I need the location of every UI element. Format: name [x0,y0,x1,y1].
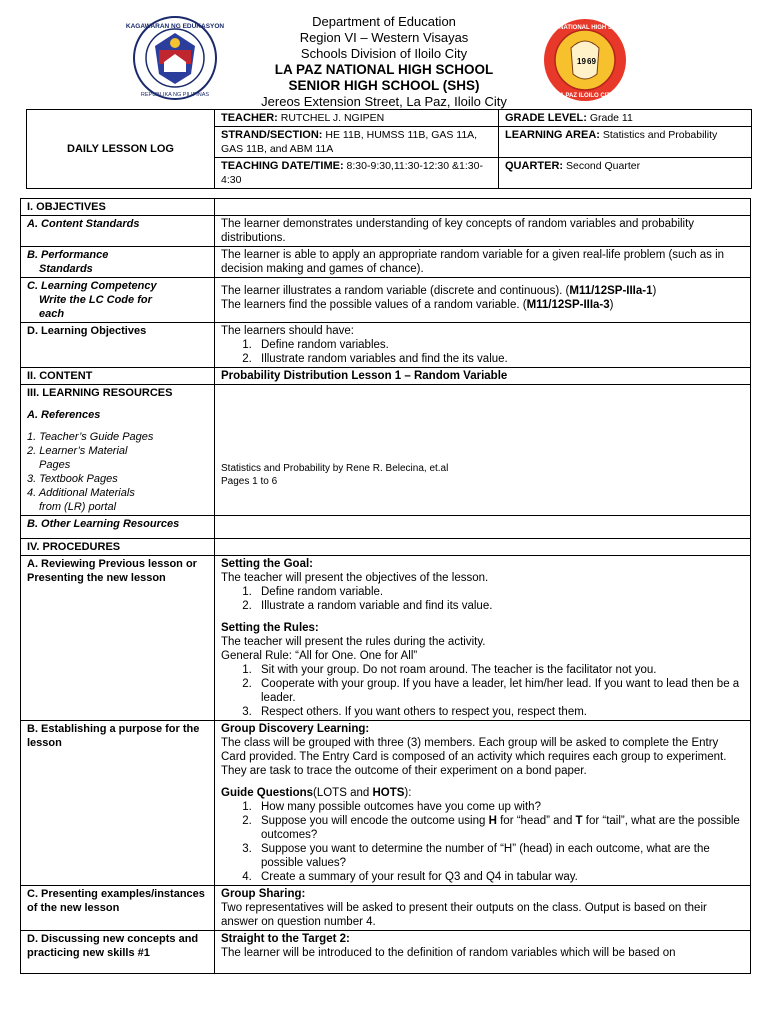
school-name: LA PAZ NATIONAL HIGH SCHOOL [274,62,494,77]
date-label: TEACHING DATE/TIME: [221,160,344,172]
learning-competency-text: The learner illustrates a random variable (discrete and continuous). (M11/12SP-IIIa-1) The learners find the possible values of a random variable. (M11/12SP-IIIa-3) [215,278,751,323]
division: Schools Division of Iloilo City [300,46,468,61]
teacher-value: RUTCHEL J. NGIPEN [280,112,385,124]
content-standards-label: A. Content Standards [21,216,215,247]
lc-code-2: M11/12SP-IIIa-3 [526,299,610,311]
content-heading: II. CONTENT [21,368,215,385]
performance-standards-label: B. Performance Standards [21,247,215,278]
teacher-label: TEACHER: [221,112,278,124]
area-value: Statistics and Probability [602,129,718,141]
svg-text:LA PAZ ILOILO CITY: LA PAZ ILOILO CITY [556,93,614,99]
date-value: 8:30-9:30,11:30-12:30 &1:30- 4:30 [221,160,483,186]
svg-text:REPUBLIKA NG PILIPINAS: REPUBLIKA NG PILIPINAS [140,92,210,98]
seal-year-right: 69 [587,57,596,66]
other-resources-label: B. Other Learning Resources [21,516,215,539]
review-lesson-text: Setting the Goal: The teacher will present the objectives of the lesson. 1. Define random variable. 2. Illustrate a random variable and find its value. Setting the Rules: The teacher will present the rules during the activity. General Rule: “All for One. One for All” 1. Sit with your group. Do not roam around. The teacher is the facilitator not you. 2. Cooperate with your group. If you have a leader, let him/her lead. If you want to lead then be a leader. 3. Respect others. If you want others to respect you, respect them. [215,556,751,721]
department: Department of Education [312,14,456,29]
shs-name: SENIOR HIGH SCHOOL (SHS) [288,78,480,93]
presenting-examples-text: Group Sharing: Two representatives will be asked to present their outputs on the class. Output is based on their answer on question number 4. [215,886,751,931]
list-item: 2. Cooperate with your group. If you have a leader, let him/her lead. If you want to lead then be a leader. [255,677,744,705]
purpose-text: Group Discovery Learning: The class will be grouped with three (3) members. Each group will be asked to complete the Entry Card provided. The Entry Card is composed of an activity which requires each group to experiment. They are task to trace the outcome of their experiment on a bond paper. Guide Questions(LOTS and HOTS): 1. How many possible outcomes have you come up with? 2. Suppose you will encode the outcome using H for “head” and T for “tail”, what are the possible outcomes? 3. Suppose you want to determine the number of “H” (head) in each outcome, what are the possible values? 4. Create a summary of your result for Q3 and Q4 in tabular way. [215,721,751,886]
svg-text:KAGAWARAN NG EDUKASYON: KAGAWARAN NG EDUKASYON [125,23,225,30]
document-header [0,14,768,110]
list-item: 4. Create a summary of your result for Q3 and Q4 in tabular way. [255,870,744,884]
region: Region VI – Western Visayas [299,30,469,45]
list-item: 2. Suppose you will encode the outcome using H for “head” and T for “tail”, what are the possible outcomes? [255,814,744,842]
strand-label: STRAND/SECTION: [221,129,323,141]
performance-standards-text: The learner is able to apply an appropriate random variable for a given real-life problem (such as in decision making and games of chance). [215,247,751,278]
procedures-heading: IV. PROCEDURES [21,539,215,556]
school-address: Jereos Extension Street, La Paz, Iloilo City [261,94,507,109]
review-lesson-label: A. Reviewing Previous lesson or Presenting the new lesson [21,556,215,721]
list-item: 3. Suppose you want to determine the number of “H” (head) in each outcome, what are the possible values? [255,842,744,870]
content-text: Probability Distribution Lesson 1 – Random Variable [215,368,751,385]
quarter-label: QUARTER: [505,160,564,172]
purpose-label: B. Establishing a purpose for the lesson [21,721,215,886]
discussing-concepts-label: D. Discussing new concepts and practicing new skills #1 [21,931,215,974]
list-item: 2. Illustrate random variables and find the its value. [255,352,744,366]
svg-text:LA PAZ NATIONAL HIGH SCHOOL: LA PAZ NATIONAL HIGH SCHOOL [536,25,634,31]
list-item: 2. Illustrate a random variable and find its value. [255,599,744,613]
discussing-concepts-text: Straight to the Target 2: The learner will be introduced to the definition of random variables which will be based on [215,931,751,974]
presenting-examples-label: C. Presenting examples/instances of the new lesson [21,886,215,931]
content-standards-text: The learner demonstrates understanding of key concepts of random variables and probability distributions. [215,216,751,247]
lesson-log-table [20,198,751,974]
list-item: 1. Define random variable. [255,585,744,599]
strand-value: HE 11B, HUMSS 11B, GAS 11A, GAS 11B, and ABM 11A [221,129,478,155]
references-text [215,385,751,516]
dll-title: DAILY LESSON LOG [27,110,215,189]
seal-year-left: 19 [577,57,586,66]
learning-objectives-text: The learners should have: 1. Define random variables. 2. Illustrate random variables and find the its value. [215,323,751,368]
list-item: 1. Define random variables. [255,338,744,352]
list-item: 3. Respect others. If you want others to respect you, respect them. [255,705,744,719]
lesson-info-table [26,109,752,189]
textbook-title: Statistics and Probability by Rene R. Belecina, et.al [221,462,449,474]
list-item: 1. How many possible outcomes have you come up with? [255,800,744,814]
area-label: LEARNING AREA: [505,129,600,141]
textbook-pages: Pages 1 to 6 [221,475,278,487]
grade-value: Grade 11 [589,112,633,124]
grade-label: GRADE LEVEL: [505,112,587,124]
learning-resources-label: III. LEARNING RESOURCES A. References 1. Teacher’s Guide Pages 2. Learner’s Material Pages 3. Textbook Pages 4. Additional Materials from (LR) portal [21,385,215,516]
learning-objectives-label: D. Learning Objectives [21,323,215,368]
quarter-value: Second Quarter [565,160,641,172]
learning-competency-label: C. Learning Competency Write the LC Code for each [21,278,215,323]
objectives-heading: I. OBJECTIVES [21,199,215,216]
lc-code-1: M11/12SP-IIIa-1 [569,285,653,297]
list-item: 1. Sit with your group. Do not roam around. The teacher is the facilitator not you. [255,663,744,677]
